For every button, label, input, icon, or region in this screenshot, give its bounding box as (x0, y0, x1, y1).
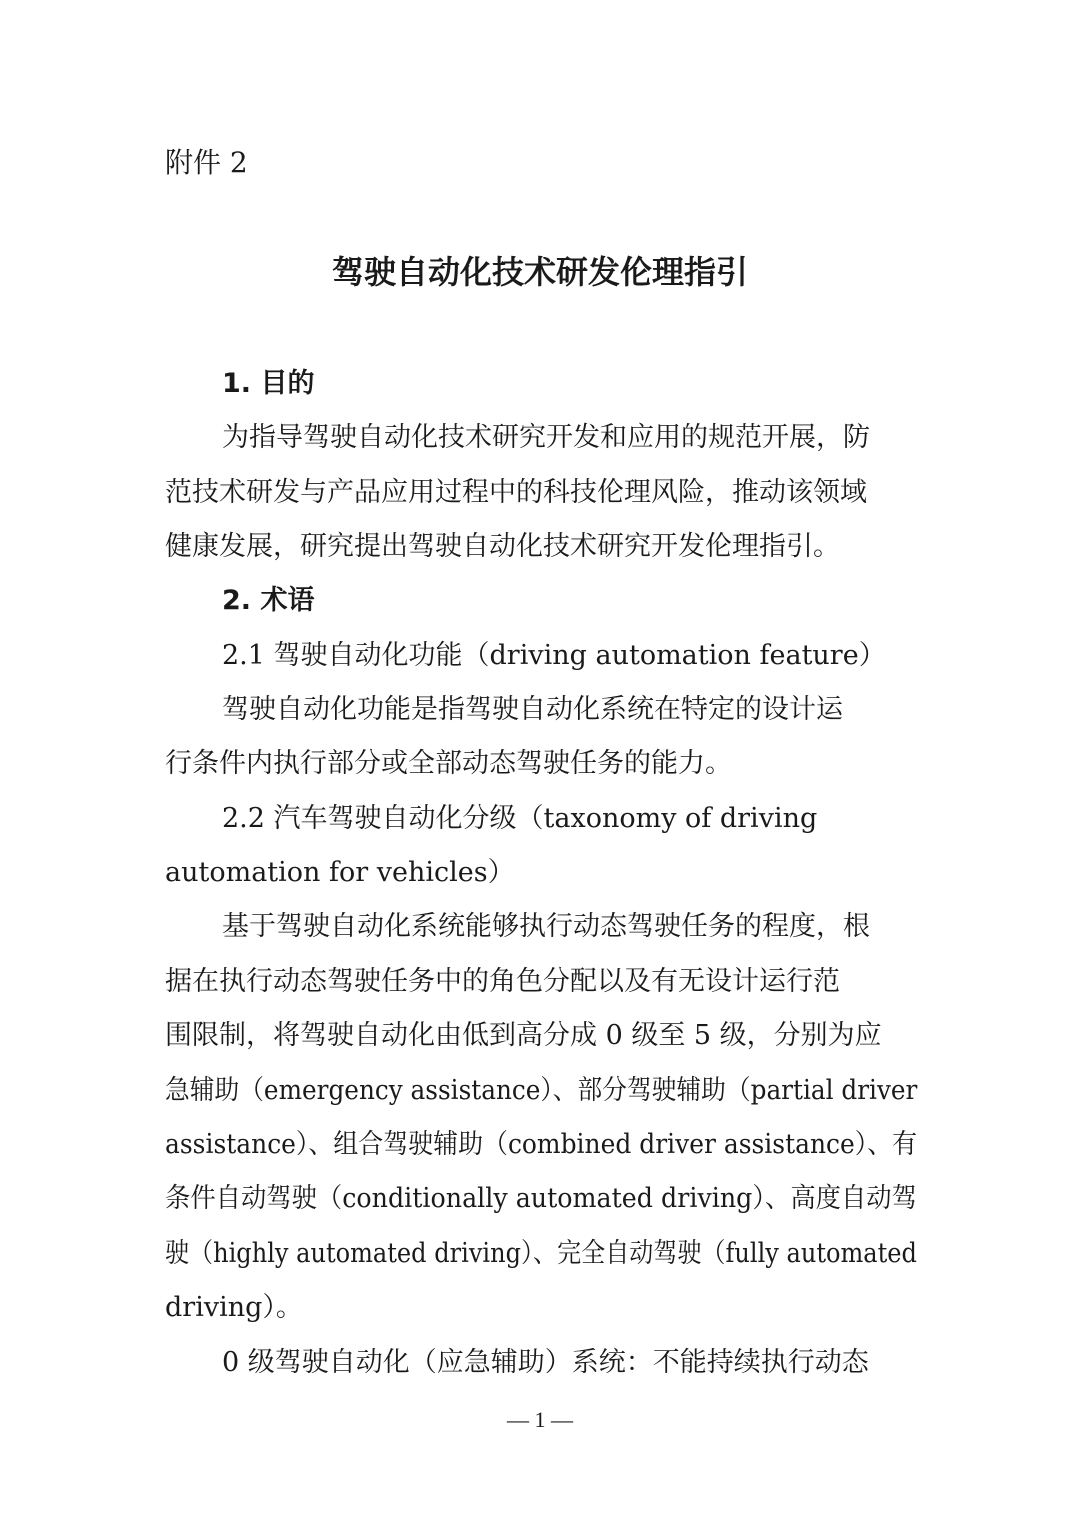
text-line: 为指导驾驶自动化技术研究开发和应用的规范开展，防 (222, 422, 870, 453)
text-line: 基于驾驶自动化系统能够执行动态驾驶任务的程度，根 (222, 911, 870, 942)
attachment-label: 附件 2 (165, 146, 248, 179)
text-line: 行条件内执行部分或全部动态驾驶任务的能力。 (165, 748, 732, 779)
text-line: 2.2 汽车驾驶自动化分级（taxonomy of driving (222, 803, 818, 834)
text-line: 据在执行动态驾驶任务中的角色分配以及有无设计运行范 (165, 966, 840, 997)
text-line: 范技术研发与产品应用过程中的科技伦理风险，推动该领域 (165, 477, 867, 508)
section-heading: 1. 目的 (222, 368, 315, 399)
text-line: 条件自动驾驶（conditionally automated driving）、高度自动驾 (165, 1183, 917, 1214)
text-line: automation for vehicles） (165, 857, 515, 888)
text-line: 健康发展，研究提出驾驶自动化技术研究开发伦理指引。 (165, 531, 840, 562)
text-line: 0 级驾驶自动化（应急辅助）系统：不能持续执行动态 (222, 1347, 869, 1378)
text-line: 围限制，将驾驶自动化由低到高分成 0 级至 5 级，分别为应 (165, 1020, 882, 1051)
section-heading: 2. 术语 (222, 585, 315, 616)
text-line: 急辅助（emergency assistance）、部分驾驶辅助（partial driver (165, 1075, 918, 1106)
text-line: driving）。 (165, 1292, 303, 1323)
text-line: 驶（highly automated driving）、完全自动驾驶（fully automated (165, 1238, 917, 1269)
page-number: — 1 — (507, 1407, 573, 1432)
text-line: 驾驶自动化功能是指驾驶自动化系统在特定的设计运 (222, 694, 843, 725)
document-title: 驾驶自动化技术研发伦理指引 (331, 253, 748, 291)
text-line: 2.1 驾驶自动化功能（driving automation feature） (222, 640, 886, 671)
text-line: assistance）、组合驾驶辅助（combined driver assistance）、有 (165, 1129, 918, 1160)
